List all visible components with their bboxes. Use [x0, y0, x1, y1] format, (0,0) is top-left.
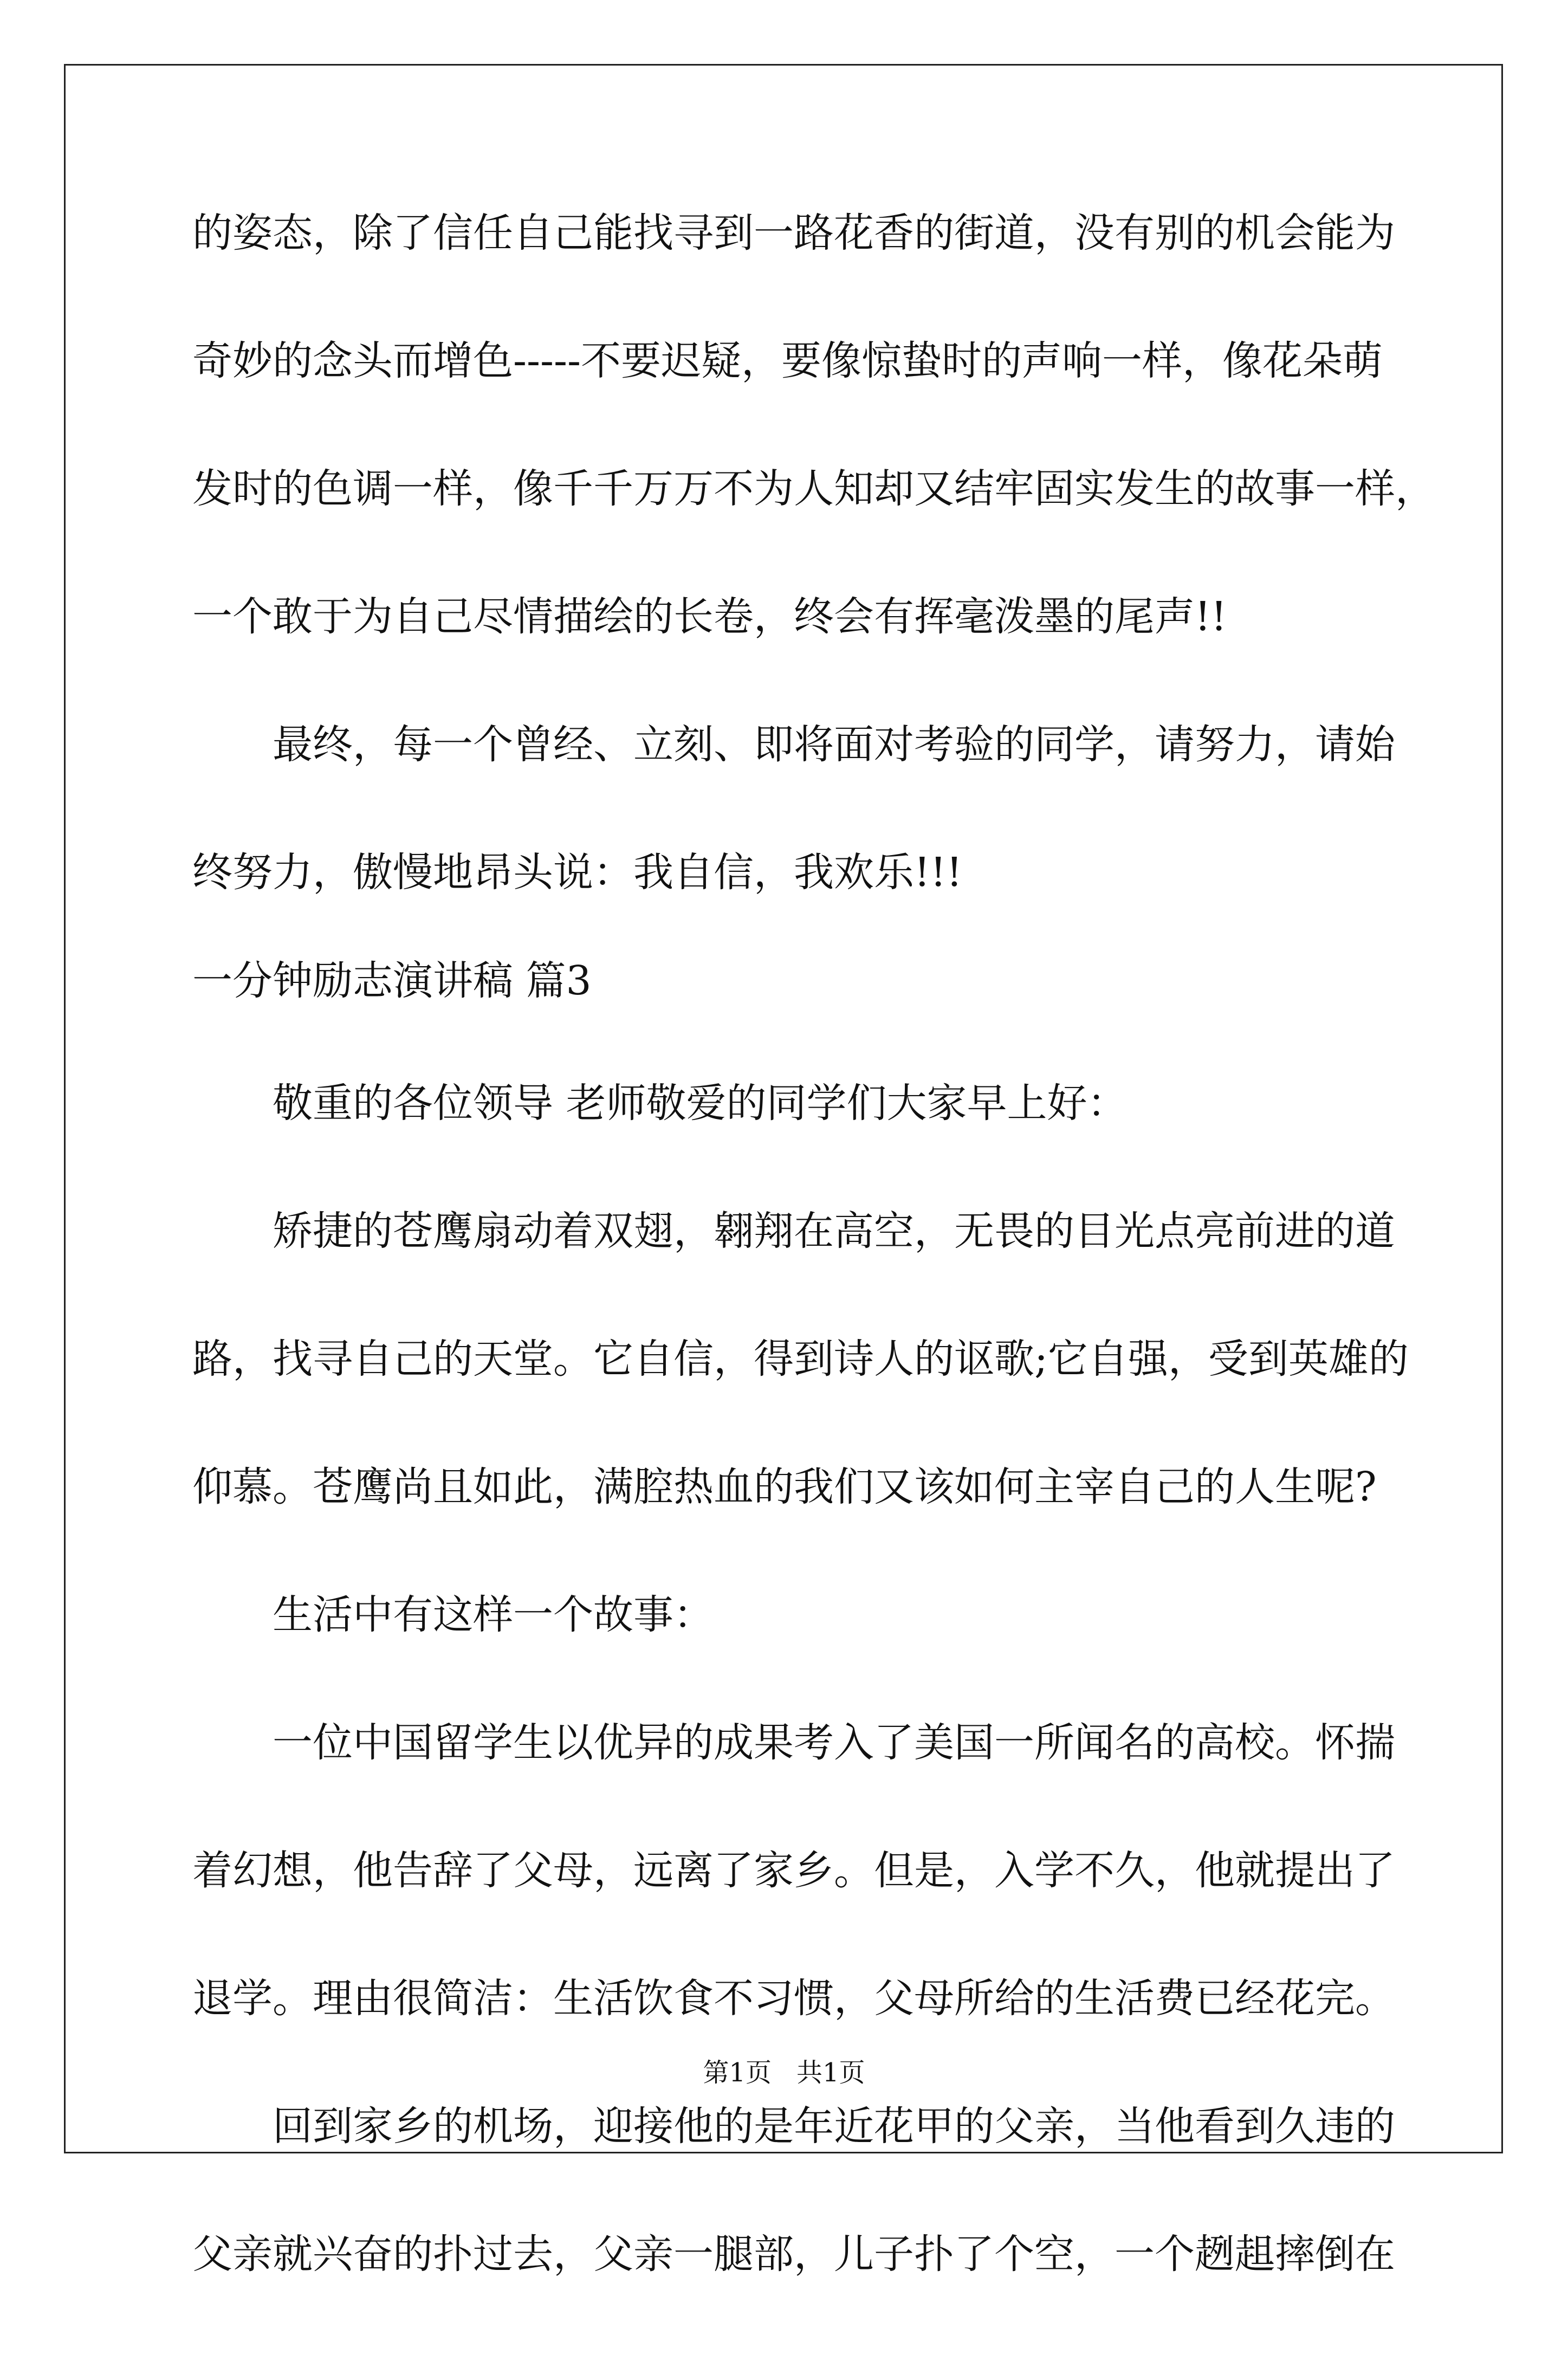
- paragraph-line: 发时的色调一样，像千千万万不为人知却又结牢固实发生的故事一样，: [192, 465, 1435, 512]
- paragraph-line: 路，找寻自己的天堂。它自信，得到诗人的讴歌;它自强，受到英雄的: [192, 1336, 1409, 1382]
- paragraph-line: 的姿态，除了信任自己能找寻到一路花香的街道，没有别的机会能为: [192, 210, 1395, 256]
- section-heading: 一分钟励志演讲稿 篇3: [192, 957, 592, 1004]
- page-number: 第1页: [703, 2058, 772, 2088]
- paragraph-line: 敬重的各位领导 老师敬爱的同学们大家早上好：: [273, 1080, 1128, 1127]
- page-total: 共1页: [796, 2058, 865, 2088]
- paragraph-line: 终努力，傲慢地昂头说：我自信，我欢乐!!!: [192, 849, 963, 896]
- document-body: [192, 206, 1435, 2355]
- paragraph-line: 退学。理由很简洁：生活饮食不习惯，父母所给的生活费已经花完。: [192, 1975, 1395, 2022]
- paragraph-line: 仰慕。苍鹰尚且如此，满腔热血的我们又该如何主宰自己的人生呢?: [192, 1464, 1377, 1510]
- paragraph-line: 父亲就兴奋的扑过去，父亲一腿部，儿子扑了个空，一个趔趄摔倒在: [192, 2231, 1395, 2278]
- paragraph-line: 矫捷的苍鹰扇动着双翅，翱翔在高空，无畏的目光点亮前进的道: [273, 1208, 1395, 1254]
- paragraph-line: 奇妙的念头而增色-----不要迟疑，要像惊蛰时的声响一样，像花朵萌: [192, 338, 1383, 384]
- paragraph-line: 回到家乡的机场，迎接他的是年近花甲的父亲，当他看到久违的: [273, 2103, 1395, 2150]
- paragraph-line: 一个敢于为自己尽情描绘的长卷，终会有挥毫泼墨的尾声!!: [192, 593, 1227, 640]
- paragraph-line: 最终，每一个曾经、立刻、即将面对考验的同学，请努力，请始: [273, 721, 1395, 768]
- page-footer: [0, 2056, 1568, 2089]
- paragraph-line: 着幻想，他告辞了父母，远离了家乡。但是，入学不久，他就提出了: [192, 1847, 1395, 1894]
- paragraph-line: 一位中国留学生以优异的成果考入了美国一所闻名的高校。怀揣: [273, 1719, 1395, 1766]
- paragraph-line: 生活中有这样一个故事：: [273, 1591, 714, 1638]
